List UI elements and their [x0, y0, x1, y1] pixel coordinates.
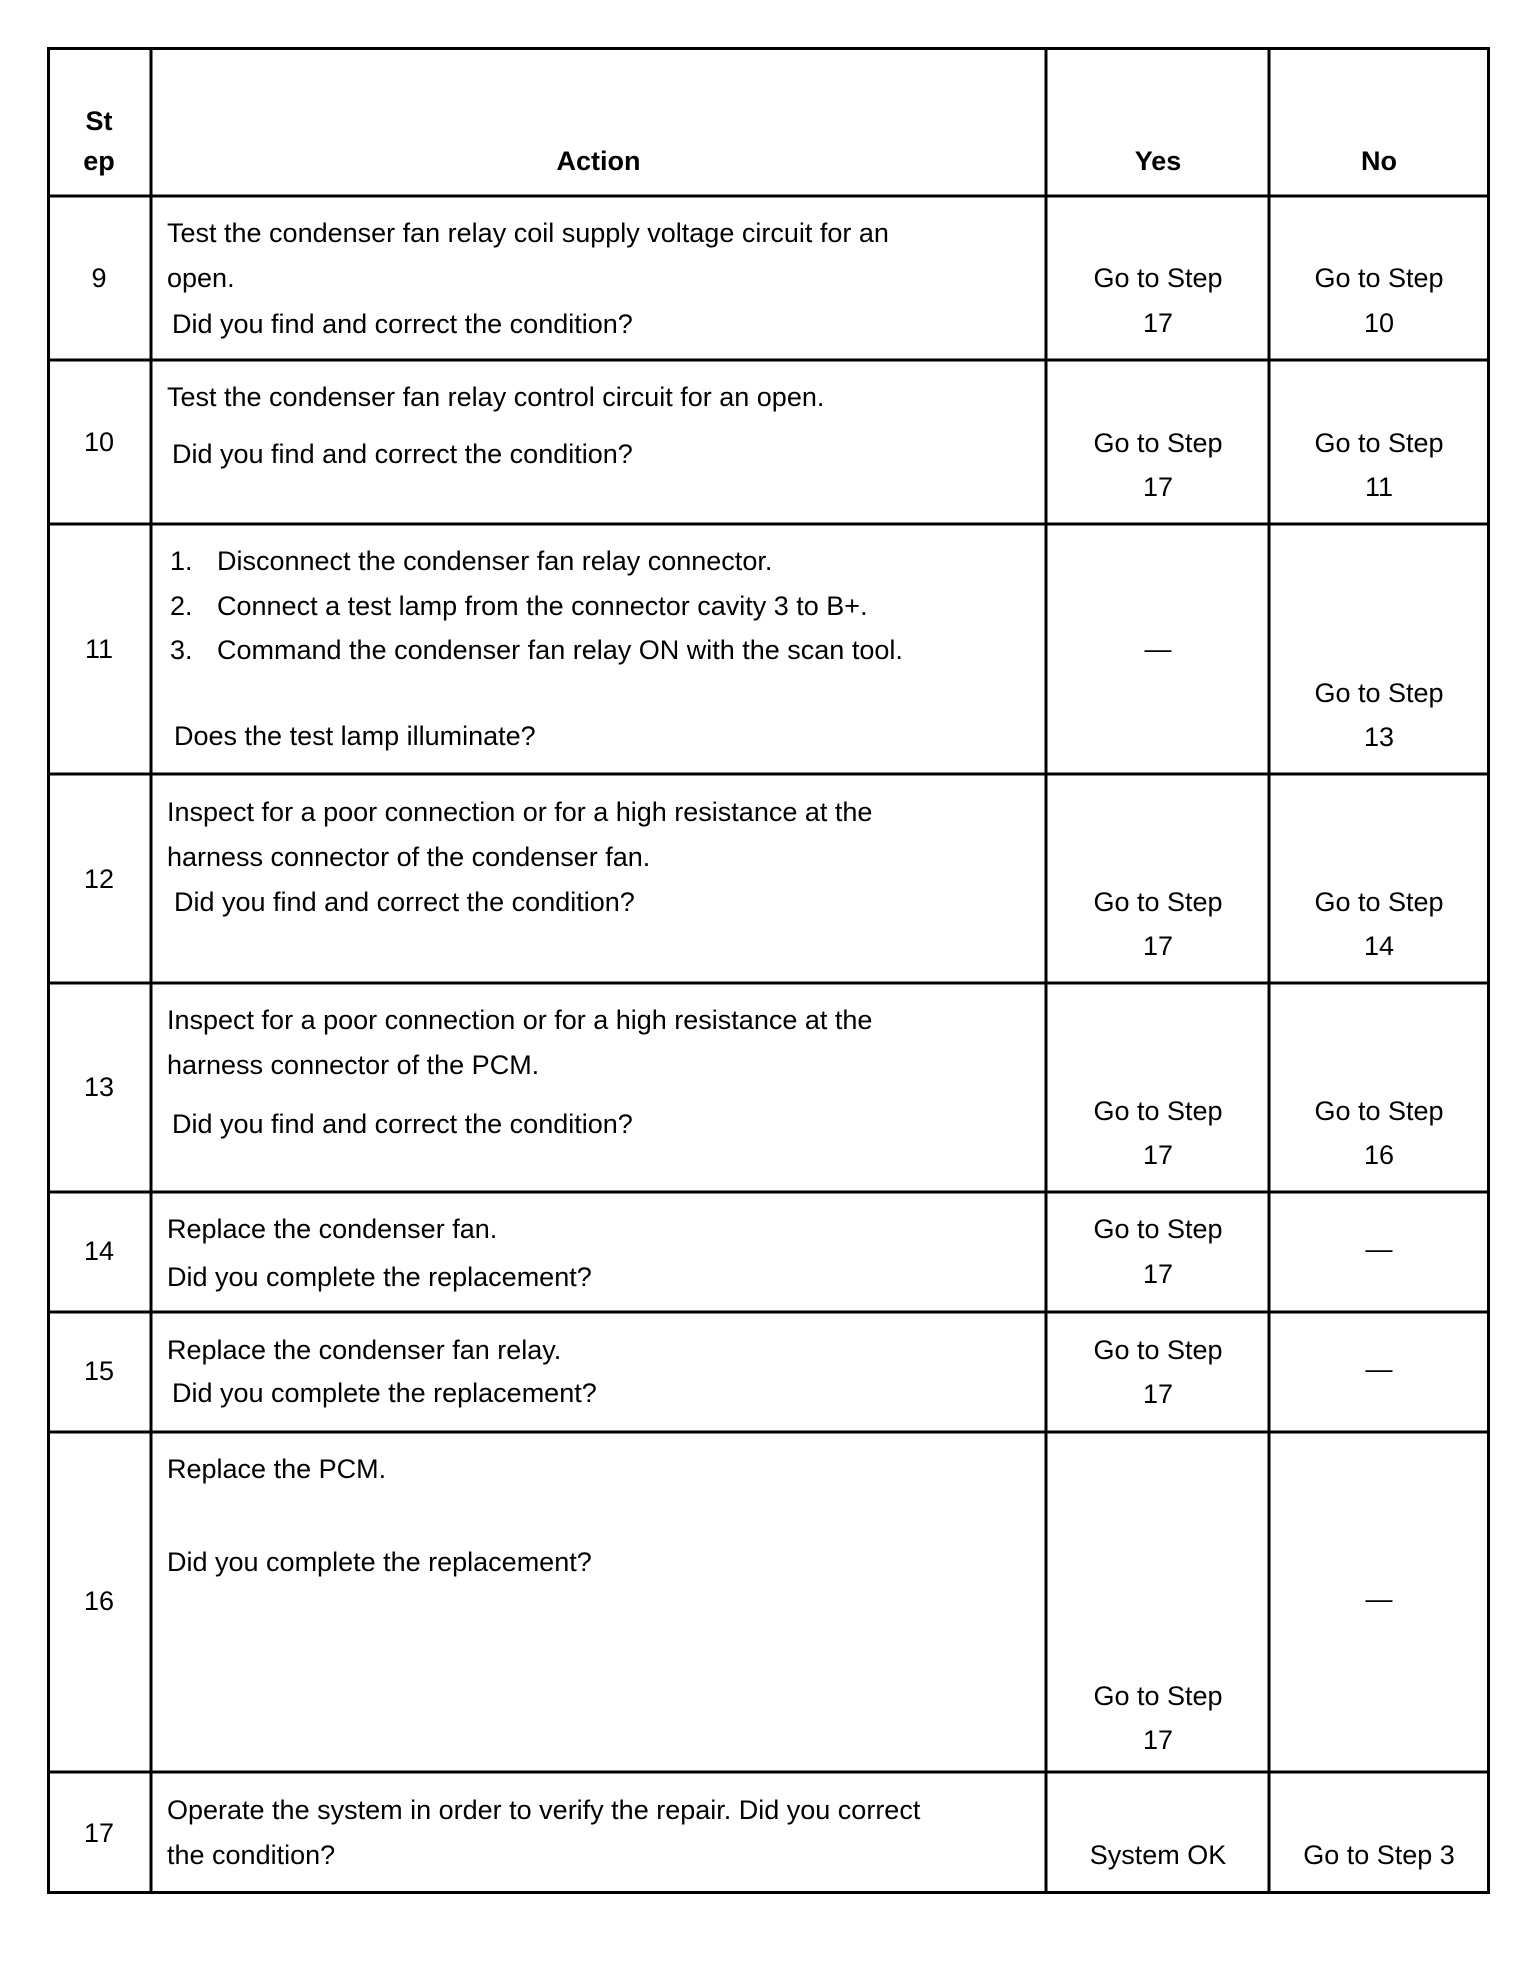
row-11-item2-number: 2. — [170, 591, 193, 621]
row-15-yes-line2: 17 — [1142, 1379, 1174, 1409]
row-16-yes-line1: Go to Step — [1093, 1681, 1223, 1711]
row-9-step: 9 — [91, 263, 107, 293]
row-13-no-line1: Go to Step — [1314, 1096, 1444, 1126]
row-9-no-line1: Go to Step — [1314, 263, 1444, 293]
row-12-no-line2: 14 — [1363, 931, 1395, 961]
row-10-yes-line1: Go to Step — [1093, 428, 1223, 458]
row-10-no-line1: Go to Step — [1314, 428, 1444, 458]
diagnostic-table — [47, 47, 1490, 1894]
row-15-action-line1: Replace the condenser fan relay. — [167, 1335, 562, 1365]
row-11-item3-text: Command the condenser fan relay ON with the scan tool. — [217, 635, 903, 665]
row-10-no-line2: 11 — [1364, 472, 1394, 502]
row-15-no-dash: — — [1365, 1354, 1393, 1384]
row-14-question: Did you complete the replacement? — [167, 1262, 592, 1292]
row-9-action-line1: Test the condenser fan relay coil supply voltage circuit for an — [167, 218, 889, 248]
header-step-line2: ep — [83, 146, 115, 176]
row-9-action-line2: open. — [167, 263, 235, 293]
row-12-no-line1: Go to Step — [1314, 887, 1444, 917]
row-10-question: Did you find and correct the condition? — [172, 439, 633, 469]
row-9-yes-line1: Go to Step — [1093, 263, 1223, 293]
row-17-action-line1: Operate the system in order to verify the repair. Did you correct — [167, 1795, 921, 1825]
row-13-question: Did you find and correct the condition? — [172, 1109, 633, 1139]
row-17-yes: System OK — [1089, 1840, 1227, 1870]
row-15-question: Did you complete the replacement? — [172, 1378, 597, 1408]
row-10-yes-line2: 17 — [1142, 472, 1174, 502]
row-10-step: 10 — [83, 427, 115, 457]
row-11-no-line1: Go to Step — [1314, 678, 1444, 708]
row-17-step: 17 — [83, 1818, 115, 1848]
row-11-item1-text: Disconnect the condenser fan relay connector. — [217, 546, 773, 576]
row-16-question: Did you complete the replacement? — [167, 1547, 592, 1577]
row-15-yes-line1: Go to Step — [1093, 1335, 1223, 1365]
row-17-no: Go to Step 3 — [1303, 1840, 1455, 1870]
row-11-item2-text: Connect a test lamp from the connector cavity 3 to B+. — [217, 591, 868, 621]
row-12-action-line1: Inspect for a poor connection or for a high resistance at the — [167, 797, 873, 827]
row-16-no-dash: — — [1365, 1584, 1393, 1614]
row-17-action-line2: the condition? — [167, 1840, 336, 1870]
row-13-yes-line2: 17 — [1142, 1140, 1174, 1170]
row-11-no-line2: 13 — [1363, 722, 1395, 752]
row-13-action-line2: harness connector of the PCM. — [167, 1050, 540, 1080]
header-yes: Yes — [1134, 146, 1182, 176]
row-13-no-line2: 16 — [1363, 1140, 1395, 1170]
row-16-yes-line2: 17 — [1142, 1725, 1174, 1755]
row-14-step: 14 — [83, 1236, 115, 1266]
row-14-no-dash: — — [1365, 1234, 1393, 1264]
row-11-yes-dash: — — [1144, 634, 1172, 664]
row-12-action-line2: harness connector of the condenser fan. — [167, 842, 651, 872]
row-12-yes-line1: Go to Step — [1093, 887, 1223, 917]
row-12-step: 12 — [83, 864, 115, 894]
row-9-question: Did you find and correct the condition? — [172, 309, 633, 339]
header-no: No — [1361, 146, 1397, 176]
row-9-yes-line2: 17 — [1142, 308, 1174, 338]
row-12-yes-line2: 17 — [1142, 931, 1174, 961]
row-12-question: Did you find and correct the condition? — [174, 887, 635, 917]
row-11-step: 11 — [84, 634, 114, 664]
row-14-yes-line1: Go to Step — [1093, 1214, 1223, 1244]
row-13-yes-line1: Go to Step — [1093, 1096, 1223, 1126]
row-14-action-line1: Replace the condenser fan. — [167, 1214, 498, 1244]
row-10-action-line1: Test the condenser fan relay control circuit for an open. — [167, 382, 825, 412]
row-13-step: 13 — [83, 1072, 115, 1102]
row-14-yes-line2: 17 — [1142, 1259, 1174, 1289]
header-action: Action — [556, 146, 641, 176]
row-11-question: Does the test lamp illuminate? — [174, 721, 536, 751]
row-13-action-line1: Inspect for a poor connection or for a high resistance at the — [167, 1005, 873, 1035]
row-11-item3-number: 3. — [170, 635, 193, 665]
row-16-step: 16 — [83, 1586, 115, 1616]
row-11-item1-number: 1. — [170, 546, 193, 576]
row-15-step: 15 — [83, 1356, 115, 1386]
row-16-action-line1: Replace the PCM. — [167, 1454, 387, 1484]
header-step-line1: St — [85, 106, 113, 136]
row-9-no-line2: 10 — [1363, 308, 1395, 338]
